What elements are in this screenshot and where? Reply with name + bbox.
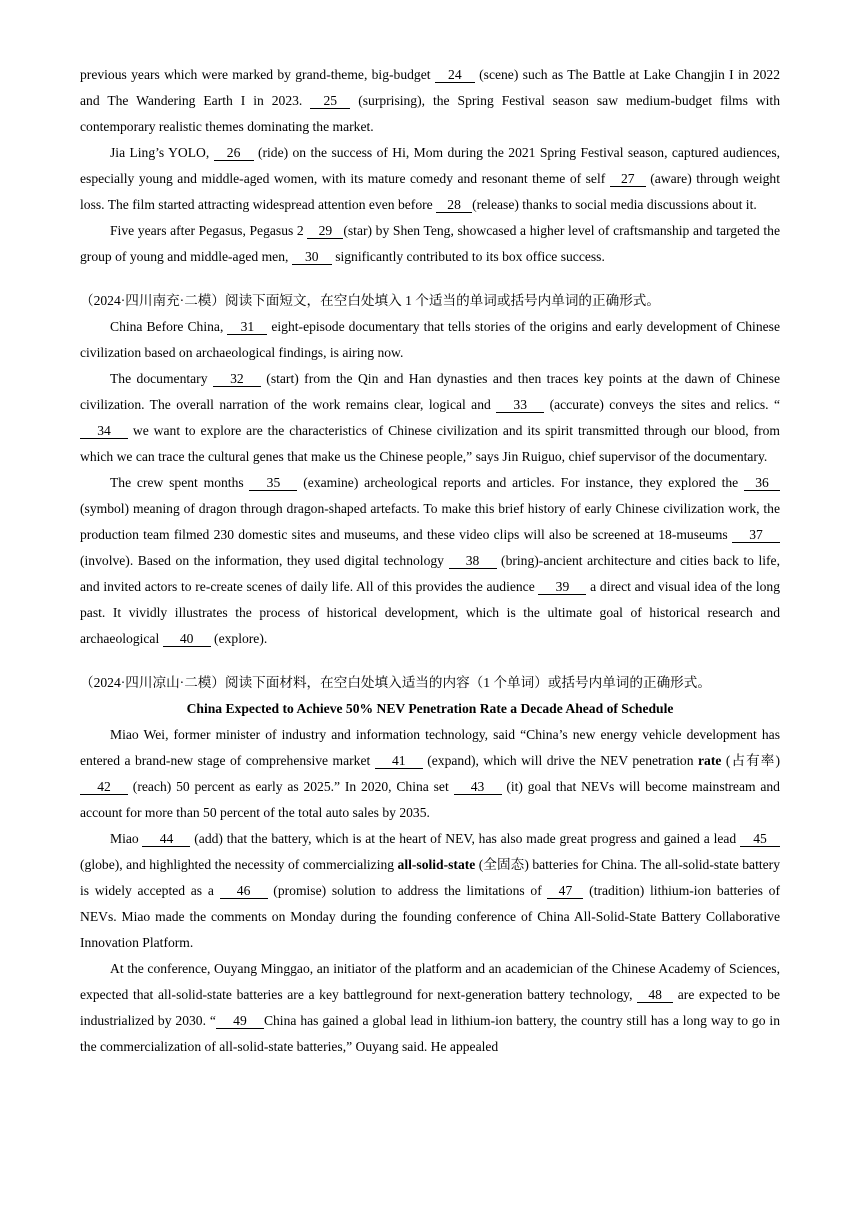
text: (全固态) batteries for China. The all-solid-state battery is widely accepted as a [80,857,780,898]
text: (ride) on the success of Hi, Mom during the 2021 Spring Festival season, captured audiences, especially young and middle-aged women, with its mature comedy and resonant theme of self [80,145,781,186]
text: (tradition) lithium-ion batteries of NEVs. Miao made the comments on Monday during the founding conference of China All-Solid-State Battery Collaborative Innovation Platform. [80,883,780,950]
blank-35: 35 [249,475,297,491]
blank-24: 24 [435,67,475,83]
blank-32: 32 [213,371,261,387]
text: significantly contributed to its box office success. [331,249,605,264]
text: a direct and visual idea of the long past. It vividly illustrates the process of historical development, which is the ultimate goal of historical research and archaeological [80,579,780,646]
paragraph [80,218,780,270]
blank-47: 47 [547,883,583,899]
text: (it) goal that NEVs will become mainstream and account for more than 50 percent of the total auto sales by 2035. [80,779,780,820]
text: (reach) 50 percent as early as 2025.” In 2020, China set [128,779,454,794]
text: (add) that the battery, which is at the heart of NEV, has also made great progress and gained a lead [190,831,740,846]
text: (占有率) [721,753,780,768]
text: China Before China, [110,319,228,334]
blank-46: 46 [220,883,268,899]
text: (involve). Based on the information, they used digital technology [80,553,449,568]
text: (accurate) conveys the sites and relics. “ [544,397,780,412]
blank-37: 37 [732,527,780,543]
document-page [80,62,780,1060]
blank-29: 29 [307,223,343,239]
blank-27: 27 [610,171,646,187]
blank-30: 30 [292,249,332,265]
blank-49: 49 [216,1013,264,1029]
text: are expected to be industrialized by 2030. “ [80,987,780,1028]
text: (explore). [210,631,268,646]
blank-44: 44 [142,831,190,847]
bold-term: all-solid-state [397,857,476,872]
text: Miao [110,831,143,846]
text: The crew spent months [110,475,250,490]
text: (globe), and highlighted the necessity of commercializing [80,857,398,872]
text: Miao Wei, former minister of industry and information technology, said “China’s new energy vehicle development has entered a brand-new stage of comprehensive market [80,727,780,768]
section-header: （2024·四川南充·二模）阅读下面短文，在空白处填入 1 个适当的单词或括号内单词的正确形式。 [80,293,660,308]
paragraph [80,826,780,956]
blank-33: 33 [496,397,544,413]
blank-34: 34 [80,423,128,439]
text: Jia Ling’s YOLO, [110,145,214,160]
text: (aware) through weight loss. The film started attracting widespread attention even before [80,171,780,212]
text: (star) by Shen Teng, showcased a higher level of craftsmanship and targeted the group of young and middle-aged men, [80,223,780,264]
blank-42: 42 [80,779,128,795]
blank-26: 26 [214,145,254,161]
paragraph [80,470,780,652]
text: (start) from the Qin and Han dynasties and then traces key points at the dawn of Chinese civilization. The overall narration of the work remains clear, logical and [80,371,780,412]
blank-36: 36 [744,475,780,491]
blank-39: 39 [538,579,586,595]
blank-45: 45 [740,831,780,847]
text: Five years after Pegasus, Pegasus 2 [110,223,308,238]
text: (promise) solution to address the limitations of [267,883,548,898]
paragraph [80,140,780,218]
blank-41: 41 [375,753,423,769]
bold-term: rate [697,753,722,768]
text: China has gained a global lead in lithium-ion battery, the country still has a long way to go in the commercialization of all-solid-state batteries,” Ouyang said. He appealed [80,1013,780,1054]
text: previous years which were marked by grand-theme, big-budget [80,67,435,82]
paragraph [80,722,780,826]
paragraph [80,956,780,1060]
text: (scene) such as The Battle at Lake Changjin I in 2022 and The Wandering Earth I in 2023. [80,67,781,108]
text: (symbol) meaning of dragon through dragon-shaped artefacts. To make this brief history of early Chinese civilization work, the production team filmed 230 domestic sites and museums, and these video clips will also be screened at 18-museums [80,501,780,542]
paragraph [80,62,780,140]
text: The documentary [110,371,213,386]
blank-38: 38 [449,553,497,569]
text: (bring)-ancient architecture and cities back to life, and invited actors to re-create scenes of daily life. All of this provides the audience [80,553,780,594]
text: (examine) archeological reports and articles. For instance, they explored the [297,475,744,490]
blank-28: 28 [436,197,472,213]
text: (release) thanks to social media discussions about it. [472,197,757,212]
text: (surprising), the Spring Festival season saw medium-budget films with contemporary realistic themes dominating the market. [80,93,781,134]
blank-48: 48 [637,987,673,1003]
text: eight-episode documentary that tells stories of the origins and early development of Chinese civilization based on archaeological findings, is airing now. [80,319,780,360]
text: (expand), which will drive the NEV penetration [422,753,698,768]
blank-31: 31 [227,319,267,335]
paragraph [80,314,780,366]
text: At the conference, Ouyang Minggao, an initiator of the platform and an academician of the Chinese Academy of Sciences, expected that all-solid-state batteries are a key battleground for next-generation battery technology, [80,961,780,1002]
section-header: （2024·四川凉山·二模）阅读下面材料，在空白处填入适当的内容（1 个单词）或括号内单词的正确形式。 [80,675,711,690]
blank-43: 43 [454,779,502,795]
paragraph [80,366,780,470]
blank-40: 40 [163,631,211,647]
article-title: China Expected to Achieve 50% NEV Penetration Rate a Decade Ahead of Schedule [186,701,674,716]
text: we want to explore are the characteristics of Chinese civilization and its spirit transmitted through our blood, from which we can trace the cultural genes that make us the Chinese people,” says Jin Ruiguo, chief supervisor of the documentary. [80,423,780,464]
blank-25: 25 [310,93,350,109]
